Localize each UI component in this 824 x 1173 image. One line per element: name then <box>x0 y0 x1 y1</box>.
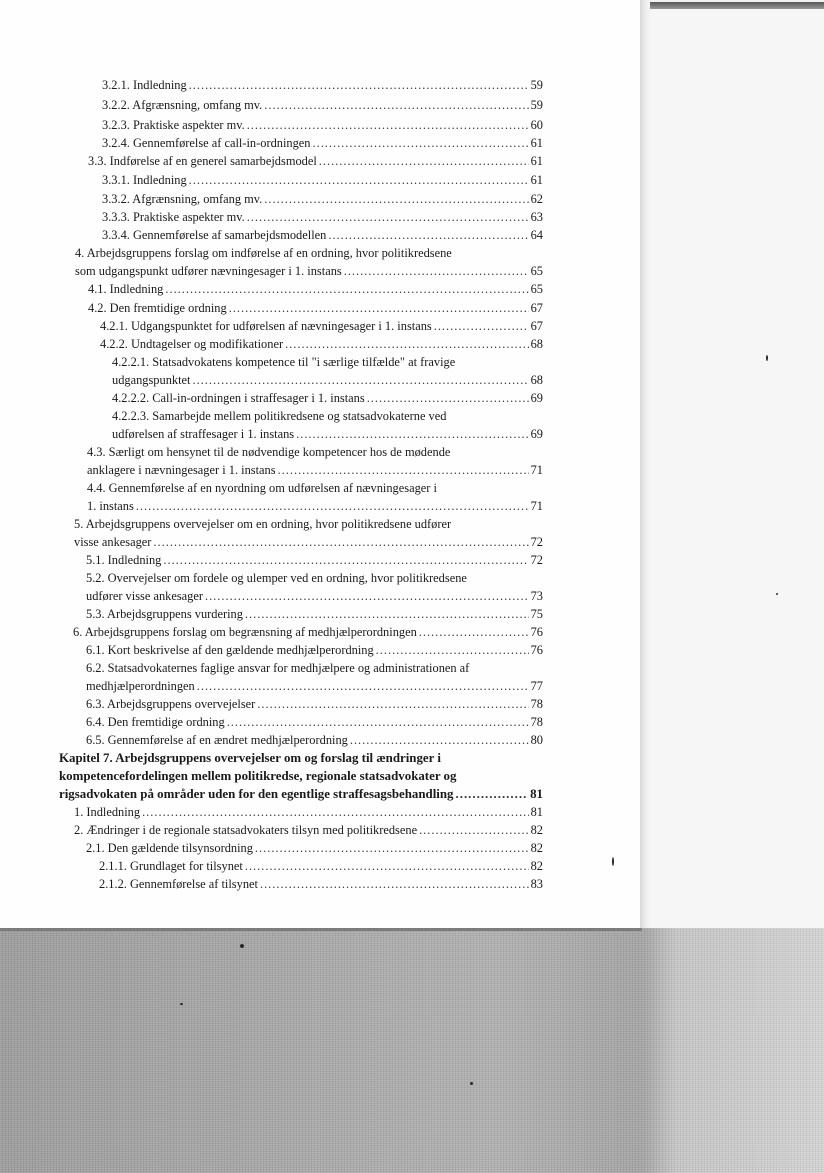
toc-entry[interactable] <box>86 697 543 712</box>
toc-entry-title: 2.1.1. Grundlaget for tilsynet <box>99 859 243 873</box>
toc-entry-title: udførelsen af straffesager i 1. instans <box>112 427 295 441</box>
toc-entry-title: 3.3.4. Gennemførelse af samarbejdsmodellen <box>102 228 327 242</box>
toc-entry-page: 77 <box>530 679 543 693</box>
toc-entry[interactable] <box>112 391 543 406</box>
toc-entry[interactable] <box>99 859 543 874</box>
toc-entry-title: medhjælperordningen <box>86 679 195 693</box>
toc-entry-page: 61 <box>530 154 543 168</box>
toc-entry-title[interactable]: 4.4. Gennemførelse af en nyordning om udførelsen af nævningesager i <box>87 481 437 495</box>
toc-entry-page: 69 <box>530 427 543 441</box>
toc-entry-title: 2.1.2. Gennemførelse af tilsynet <box>99 877 258 891</box>
toc-leader-dots <box>319 154 529 169</box>
toc-leader-dots <box>456 787 529 802</box>
toc-entry-page: 81 <box>530 787 543 801</box>
toc-entry-title: udfører visse ankesager <box>86 589 203 603</box>
toc-leader-dots <box>328 228 528 243</box>
toc-entry-page: 82 <box>530 859 543 873</box>
toc-leader-dots <box>434 319 529 334</box>
toc-leader-dots <box>247 210 529 225</box>
toc-entry-page: 61 <box>530 136 543 150</box>
toc-entry[interactable] <box>102 78 543 93</box>
toc-entry-title: 6.4. Den fremtidige ordning <box>86 715 225 729</box>
scan-speck <box>240 944 244 948</box>
toc-entry-title[interactable]: 5.2. Overvejelser om fordele og ulemper ved en ordning, hvor politikredsene <box>86 571 467 585</box>
toc-leader-dots <box>264 98 528 113</box>
toc-entry-title: 1. instans <box>87 499 134 513</box>
toc-entry[interactable] <box>99 877 543 892</box>
toc-entry-title: 3.3. Indførelse af en generel samarbejdsmodel <box>88 154 317 168</box>
toc-entry-title: 3.2.2. Afgrænsning, omfang mv. <box>102 98 263 112</box>
toc-entry-page: 59 <box>530 78 543 92</box>
toc-entry-title: 4.2. Den fremtidige ordning <box>88 301 227 315</box>
toc-leader-dots <box>376 643 529 658</box>
toc-leader-dots <box>264 192 528 207</box>
toc-entry-page: 80 <box>530 733 543 747</box>
toc-entry[interactable] <box>86 733 543 748</box>
toc-entry[interactable] <box>87 463 543 478</box>
toc-entry-page: 67 <box>530 301 543 315</box>
toc-leader-dots <box>165 282 528 297</box>
toc-entry[interactable] <box>102 192 543 207</box>
toc-entry-title: 3.3.1. Indledning <box>102 173 187 187</box>
toc-leader-dots <box>245 859 529 874</box>
toc-entry[interactable] <box>86 589 543 604</box>
toc-entry-title[interactable]: 4. Arbejdsgruppens forslag om indførelse af en ordning, hvor politikredsene <box>75 246 452 260</box>
toc-entry-title: 5.3. Arbejdsgruppens vurdering <box>86 607 243 621</box>
toc-entry-page: 69 <box>530 391 543 405</box>
toc-entry[interactable] <box>74 805 543 820</box>
toc-entry[interactable] <box>74 823 543 838</box>
toc-entry-title: 2.1. Den gældende tilsynsordning <box>86 841 253 855</box>
toc-leader-dots <box>344 264 529 279</box>
toc-entry-title: udgangspunktet <box>112 373 191 387</box>
toc-entry[interactable] <box>88 301 543 316</box>
toc-entry[interactable] <box>100 337 543 352</box>
toc-entry-page: 82 <box>530 823 543 837</box>
toc-leader-dots <box>189 78 529 93</box>
scan-speck <box>180 1003 183 1005</box>
toc-entry-title: anklagere i nævningesager i 1. instans <box>87 463 276 477</box>
toc-entry-page: 71 <box>530 499 543 513</box>
toc-entry-page: 78 <box>530 715 543 729</box>
chapter-heading[interactable]: Kapitel 7. Arbejdsgruppens overvejelser om og forslag til ændringer i <box>59 751 441 765</box>
scan-right-margin <box>650 9 824 929</box>
toc-entry-title: 4.2.2. Undtagelser og modifikationer <box>100 337 284 351</box>
toc-leader-dots <box>367 391 529 406</box>
toc-entry-page: 78 <box>530 697 543 711</box>
toc-entry[interactable] <box>102 210 543 225</box>
toc-entry-title: 5.1. Indledning <box>86 553 162 567</box>
toc-entry-page: 61 <box>530 173 543 187</box>
toc-leader-dots <box>142 805 529 820</box>
toc-entry[interactable] <box>102 98 543 113</box>
toc-entry-page: 72 <box>530 553 543 567</box>
toc-entry-page: 76 <box>530 625 543 639</box>
toc-entry[interactable] <box>74 535 543 550</box>
toc-leader-dots <box>260 877 529 892</box>
toc-entry-page: 75 <box>530 607 543 621</box>
toc-entry-title: 6. Arbejdsgruppens forslag om begrænsning af medhjælperordningen <box>73 625 417 639</box>
toc-entry[interactable] <box>86 607 543 622</box>
toc-entry-page: 68 <box>530 337 543 351</box>
toc-entry-title: 4.2.2.2. Call-in-ordningen i straffesager i 1. instans <box>112 391 365 405</box>
scan-bottom-band <box>0 928 824 1173</box>
toc-entry-page: 72 <box>530 535 543 549</box>
toc-entry-page: 62 <box>530 192 543 206</box>
toc-entry-page: 65 <box>530 282 543 296</box>
toc-entry-title[interactable]: 4.2.2.3. Samarbejde mellem politikredsene og statsadvokaterne ved <box>112 409 447 423</box>
toc-entry-title: 3.2.4. Gennemførelse af call-in-ordningen <box>102 136 311 150</box>
toc-leader-dots <box>189 173 529 188</box>
toc-entry-title: 6.5. Gennemførelse af en ændret medhjælperordning <box>86 733 348 747</box>
toc-entry-title[interactable]: 6.2. Statsadvokaternes faglige ansvar for medhjælpere og administrationen af <box>86 661 470 675</box>
toc-entry-page: 67 <box>530 319 543 333</box>
toc-entry-title: 3.2.3. Praktiske aspekter mv. <box>102 118 245 132</box>
toc-leader-dots <box>197 679 529 694</box>
toc-leader-dots <box>285 337 529 352</box>
scan-speck <box>612 857 614 866</box>
toc-leader-dots <box>229 301 529 316</box>
toc-entry[interactable] <box>86 715 543 730</box>
toc-entry[interactable] <box>102 228 543 243</box>
toc-entry-page: 68 <box>530 373 543 387</box>
toc-leader-dots <box>153 535 528 550</box>
toc-entry-page: 59 <box>530 98 543 112</box>
toc-entry-page: 73 <box>530 589 543 603</box>
toc-entry[interactable] <box>102 136 543 151</box>
toc-leader-dots <box>419 625 529 640</box>
toc-entry[interactable] <box>73 625 543 640</box>
toc-entry[interactable] <box>86 643 543 658</box>
toc-entry[interactable] <box>102 118 543 133</box>
toc-entry-page: 82 <box>530 841 543 855</box>
chapter-heading: rigsadvokaten på områder uden for den egentlige straffesagsbehandling <box>59 787 454 801</box>
toc-entry-title: 6.3. Arbejdsgruppens overvejelser <box>86 697 256 711</box>
toc-leader-dots <box>257 697 528 712</box>
toc-entry[interactable] <box>100 319 543 334</box>
toc-leader-dots <box>245 607 529 622</box>
toc-entry[interactable] <box>88 282 543 297</box>
toc-leader-dots <box>313 136 529 151</box>
toc-leader-dots <box>227 715 529 730</box>
toc-entry-title: 4.1. Indledning <box>88 282 164 296</box>
toc-entry[interactable] <box>86 679 543 694</box>
toc-entry-page: 60 <box>530 118 543 132</box>
toc-leader-dots <box>255 841 529 856</box>
toc-entry-title: visse ankesager <box>74 535 152 549</box>
toc-entry-title: 1. Indledning <box>74 805 141 819</box>
toc-entry-title: 3.3.2. Afgrænsning, omfang mv. <box>102 192 263 206</box>
toc-entry[interactable] <box>86 553 543 568</box>
toc-entry-title: 3.3.3. Praktiske aspekter mv. <box>102 210 245 224</box>
toc-entry[interactable] <box>88 154 543 169</box>
toc-entry[interactable] <box>112 427 543 442</box>
toc-leader-dots <box>163 553 528 568</box>
chapter-heading-entry[interactable] <box>59 787 543 802</box>
toc-entry-page: 65 <box>530 264 543 278</box>
toc-entry-title[interactable]: 4.2.2.1. Statsadvokatens kompetence til "i særlige tilfælde" at fravige <box>112 355 456 369</box>
toc-leader-dots <box>278 463 529 478</box>
toc-entry-page: 76 <box>530 643 543 657</box>
scan-top-strip <box>650 2 824 9</box>
toc-entry-page: 64 <box>530 228 543 242</box>
toc-entry[interactable] <box>112 373 543 388</box>
scan-speck <box>776 593 778 595</box>
toc-leader-dots <box>350 733 529 748</box>
toc-entry-title: 4.2.1. Udgangspunktet for udførelsen af nævningesager i 1. instans <box>100 319 432 333</box>
toc-entry-page: 83 <box>530 877 543 891</box>
toc-leader-dots <box>296 427 528 442</box>
scan-speck <box>470 1082 473 1085</box>
chapter-heading[interactable]: kompetencefordelingen mellem politikredse, regionale statsadvokater og <box>59 769 457 783</box>
toc-entry-title: 3.2.1. Indledning <box>102 78 187 92</box>
toc-entry-title[interactable]: 5. Arbejdsgruppens overvejelser om en ordning, hvor politikredsene udfører <box>74 517 452 531</box>
toc-entry-title: som udgangspunkt udfører nævningesager i 1. instans <box>75 264 342 278</box>
toc-leader-dots <box>205 589 529 604</box>
toc-entry-title: 6.1. Kort beskrivelse af den gældende medhjælperordning <box>86 643 374 657</box>
toc-entry-title[interactable]: 4.3. Særligt om hensynet til de nødvendige kompetencer hos de mødende <box>87 445 451 459</box>
toc-entry-title: 2. Ændringer i de regionale statsadvokaters tilsyn med politikredsene <box>74 823 418 837</box>
page-edge-shadow <box>640 0 650 929</box>
toc-leader-dots <box>192 373 528 388</box>
toc-entry-page: 71 <box>530 463 543 477</box>
toc-entry[interactable] <box>87 499 543 514</box>
scan-band-edge <box>0 928 642 931</box>
toc-leader-dots <box>419 823 529 838</box>
toc-leader-dots <box>247 118 529 133</box>
toc-entry-page: 81 <box>530 805 543 819</box>
scan-speck <box>766 355 768 361</box>
toc-entry[interactable] <box>75 264 543 279</box>
toc-entry[interactable] <box>86 841 543 856</box>
toc-entry-page: 63 <box>530 210 543 224</box>
toc-leader-dots <box>136 499 529 514</box>
toc-entry[interactable] <box>102 173 543 188</box>
